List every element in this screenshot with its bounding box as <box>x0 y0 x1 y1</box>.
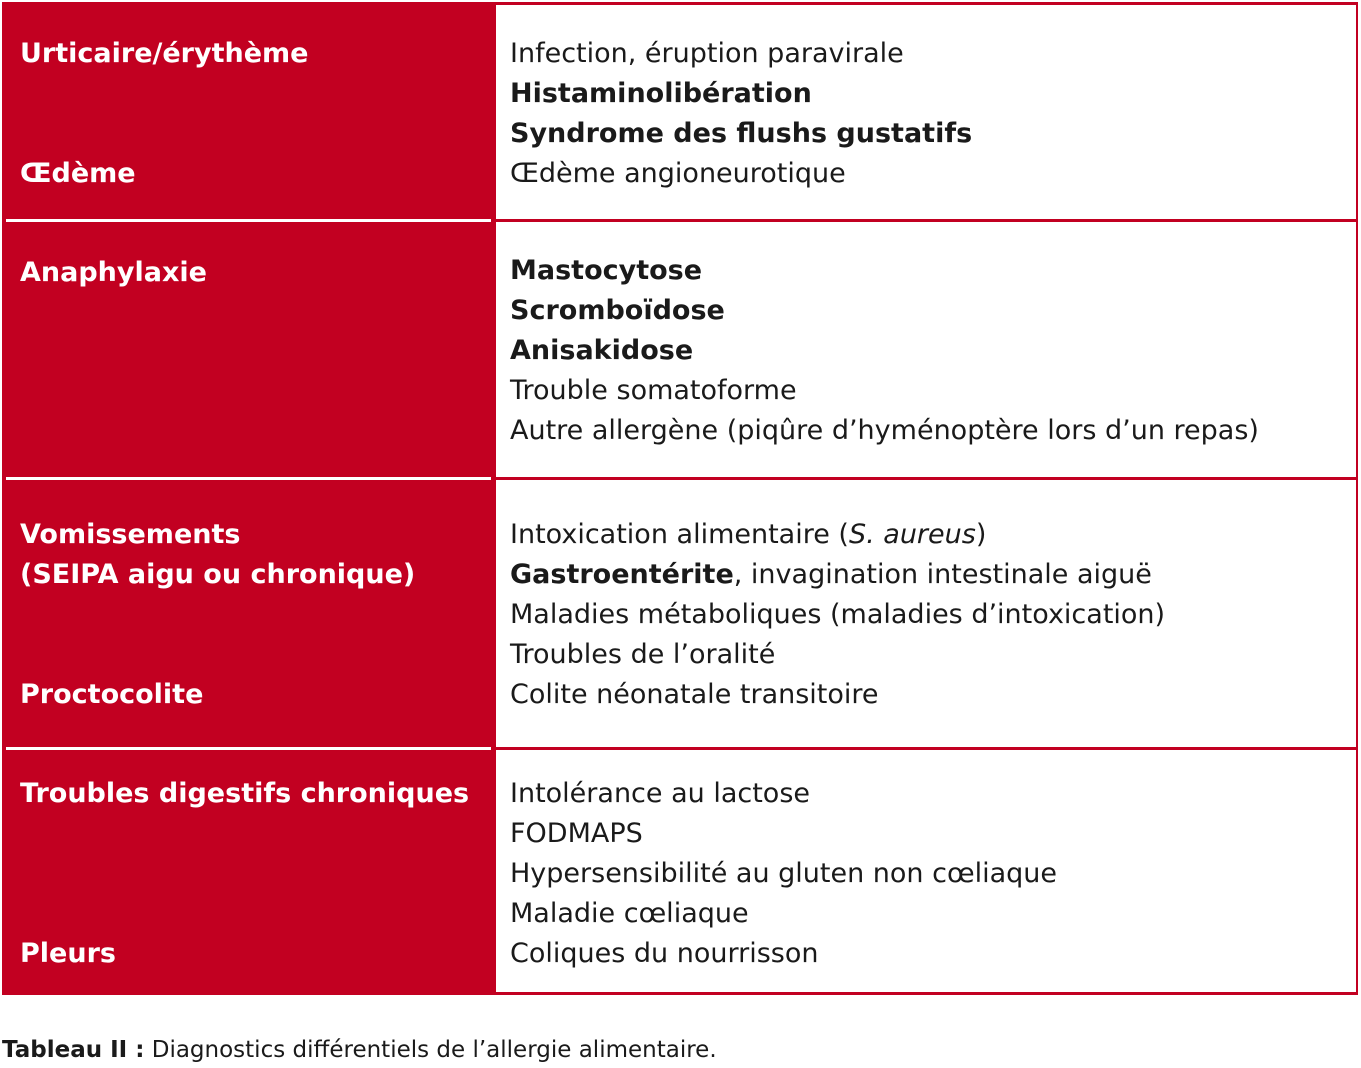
diagnosis-item: FODMAPS <box>510 818 643 849</box>
diagnosis-text: , invagination intestinale aiguë <box>733 559 1152 590</box>
differential-diagnosis-table <box>2 2 1358 995</box>
diagnosis-item <box>510 555 1165 595</box>
caption-label: Tableau II : <box>2 1037 145 1063</box>
diagnosis-item: Infection, éruption paravirale <box>510 38 904 69</box>
diagnosis-list <box>510 515 1165 715</box>
category-cell <box>2 2 491 219</box>
category-label: (SEIPA aigu ou chronique) <box>20 559 416 590</box>
diagnosis-list <box>510 774 1057 974</box>
table-row <box>2 2 1358 219</box>
diagnosis-text: ) <box>975 519 987 550</box>
table-caption <box>2 1032 717 1068</box>
diagnosis-cell <box>496 750 1356 992</box>
category-label: Œdème <box>20 158 136 189</box>
diagnosis-list <box>510 251 1259 451</box>
category-label: Vomissements <box>20 519 241 550</box>
category-label: Anaphylaxie <box>20 257 207 288</box>
diagnosis-item <box>510 515 1165 555</box>
diagnosis-item: Hypersensibilité au gluten non cœliaque <box>510 858 1058 889</box>
diagnosis-item: Syndrome des flushs gustatifs <box>510 118 973 149</box>
diagnosis-item: Trouble somatoforme <box>510 375 797 406</box>
diagnosis-item: Anisakidose <box>510 335 694 366</box>
diagnosis-cell <box>496 480 1356 747</box>
diagnosis-item: Colite néonatale transitoire <box>510 679 879 710</box>
diagnosis-item: Maladie cœliaque <box>510 898 749 929</box>
category-cell <box>2 750 491 995</box>
pathogen-name: S. aureus <box>848 519 976 550</box>
diagnosis-text-bold: Gastroentérite <box>510 559 734 590</box>
category-label: Troubles digestifs chroniques <box>20 778 470 809</box>
table-row <box>2 480 1358 747</box>
diagnosis-item: Troubles de l’oralité <box>510 639 776 670</box>
category-label: Proctocolite <box>20 679 204 710</box>
diagnosis-item: Coliques du nourrisson <box>510 938 819 969</box>
category-label: Pleurs <box>20 938 116 969</box>
diagnosis-cell <box>496 5 1356 219</box>
diagnosis-item: Scromboïdose <box>510 295 725 326</box>
diagnosis-item: Œdème angioneurotique <box>510 158 846 189</box>
diagnosis-list <box>510 34 972 194</box>
table-row <box>2 750 1358 995</box>
diagnosis-item: Intolérance au lactose <box>510 778 811 809</box>
diagnosis-item: Mastocytose <box>510 255 703 286</box>
table-row <box>2 222 1358 477</box>
diagnosis-text: Intoxication alimentaire ( <box>510 519 849 550</box>
caption-text: Diagnostics différentiels de l’allergie alimentaire. <box>144 1037 717 1063</box>
diagnosis-item: Autre allergène (piqûre d’hyménoptère lors d’un repas) <box>510 415 1259 446</box>
diagnosis-item: Maladies métaboliques (maladies d’intoxication) <box>510 599 1166 630</box>
category-label: Urticaire/érythème <box>20 38 309 69</box>
diagnosis-item: Histaminolibération <box>510 78 812 109</box>
diagnosis-cell <box>496 222 1356 477</box>
category-cell <box>2 480 491 747</box>
category-cell <box>2 222 491 477</box>
